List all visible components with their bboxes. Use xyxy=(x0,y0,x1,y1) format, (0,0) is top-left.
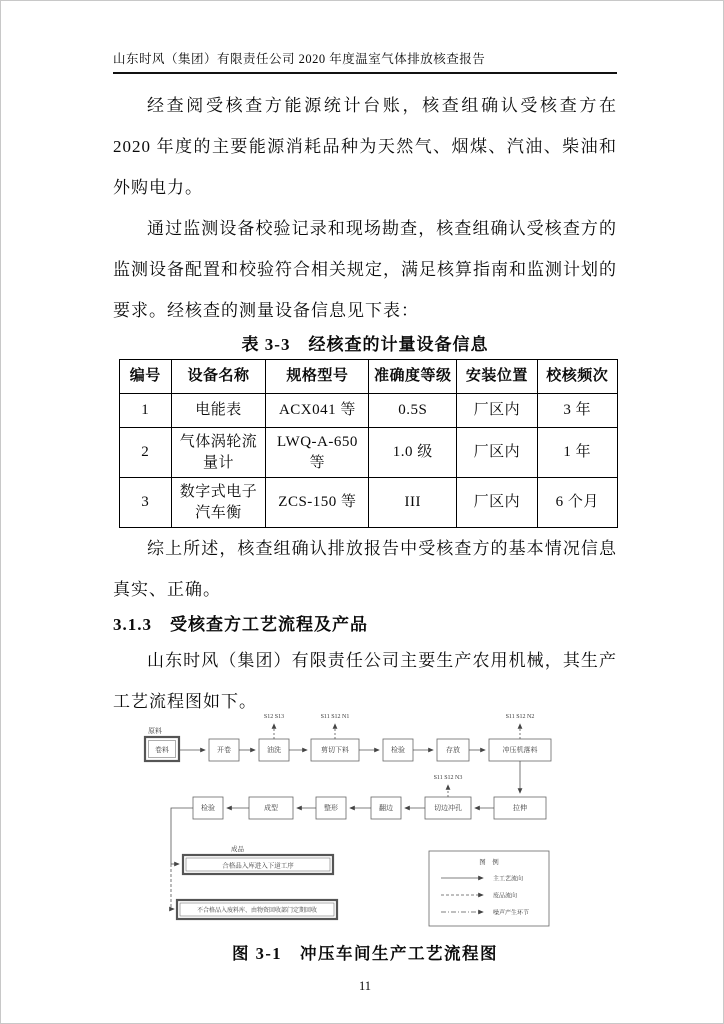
flow-box-inspection-2 xyxy=(193,797,223,819)
flow-box-trim-punch xyxy=(425,797,471,819)
table-cell: 厂区内 xyxy=(457,478,537,528)
page-content xyxy=(113,85,617,994)
figure-caption: 图 3-1 冲压车间生产工艺流程图 xyxy=(231,944,499,963)
flow-box-storage xyxy=(437,739,469,761)
table-cell: 1.0 级 xyxy=(369,428,457,478)
table-header-row xyxy=(120,360,618,394)
paragraph-monitoring-devices: 通过监测设备校验记录和现场勘查，核查组确认受核查方的监测设备配置和校验符合相关规定，满足核算指南和监测计划的要求。经核查的测量设备信息见下表： xyxy=(113,219,617,320)
emission-label: S11 S12 N3 xyxy=(433,775,463,781)
legend-item-label: 废品流向 xyxy=(493,893,518,900)
emission-label: S11 S12 N2 xyxy=(505,714,535,720)
flowchart-svg xyxy=(131,706,591,936)
flow-box-label: 油洗 xyxy=(267,746,281,754)
flow-box-label: 卷料 xyxy=(155,746,169,754)
legend-title: 图 例 xyxy=(479,859,499,866)
product-label: 成品 xyxy=(231,846,244,853)
header-title: 山东时风（集团）有限责任公司 2020 年度温室气体排放核查报告 xyxy=(113,52,486,66)
table-cell: 厂区内 xyxy=(457,428,537,478)
table-cell: 1 年 xyxy=(537,428,617,478)
paragraph-conclusion: 综上所述，核查组确认排放报告中受核查方的基本情况信息真实、正确。 xyxy=(113,539,617,599)
col-header-location: 安装位置 xyxy=(457,360,537,394)
table-cell: III xyxy=(369,478,457,528)
flow-box-flanging xyxy=(371,797,401,819)
flow-box-label: 检验 xyxy=(391,746,405,754)
flow-box-shear-blanking xyxy=(311,739,359,761)
emission-label: S12 S13 xyxy=(263,714,285,720)
page-header xyxy=(113,49,617,74)
flow-box-label: 成型 xyxy=(264,804,278,812)
rejected-products-box xyxy=(177,900,337,919)
legend-item-label: 主工艺流向 xyxy=(493,876,524,883)
flow-box-press-blanking xyxy=(489,739,551,761)
table-cell: ZCS-150 等 xyxy=(266,478,369,528)
table-row xyxy=(120,394,618,428)
flow-box-coil xyxy=(145,737,179,761)
table-caption: 表 3-3 经核查的计量设备信息 xyxy=(241,335,489,354)
flow-box-forming xyxy=(249,797,293,819)
rejected-products-label: 不合格品入废料库、由物资回收部门定期回收 xyxy=(196,908,318,914)
material-label: 原料 xyxy=(148,727,162,735)
col-header-model: 规格型号 xyxy=(266,360,369,394)
page-number: 11 xyxy=(358,979,372,993)
col-header-no: 编号 xyxy=(120,360,172,394)
flow-box-uncoiling xyxy=(209,739,239,761)
table-cell: 气体涡轮流量计 xyxy=(171,428,266,478)
paragraph-process-intro: 山东时风（集团）有限责任公司主要生产农用机械，其生产工艺流程图如下。 xyxy=(113,651,617,711)
section-heading-313: 3.1.3 受核查方工艺流程及产品 xyxy=(113,615,368,634)
flow-box-inspection-1 xyxy=(383,739,413,761)
flow-box-label: 存放 xyxy=(446,746,460,754)
flow-box-reshaping xyxy=(316,797,346,819)
flow-box-label: 冲压机落料 xyxy=(502,746,538,754)
table-cell: 1 xyxy=(120,394,172,428)
flow-box-label: 翻边 xyxy=(379,804,393,812)
meter-device-table xyxy=(119,359,618,528)
table-cell: 厂区内 xyxy=(457,394,537,428)
table-cell: 0.5S xyxy=(369,394,457,428)
flow-box-drawing xyxy=(494,797,546,819)
flow-box-label: 整形 xyxy=(324,804,338,812)
process-flowchart xyxy=(131,706,617,941)
flow-box-label: 开卷 xyxy=(217,746,231,754)
col-header-calibration-freq: 校核频次 xyxy=(537,360,617,394)
legend-item-label: 噪声产生环节 xyxy=(493,910,530,917)
flow-box-oil-washing xyxy=(259,739,289,761)
table-cell: 3 年 xyxy=(537,394,617,428)
table-cell: 电能表 xyxy=(171,394,266,428)
table-cell: 2 xyxy=(120,428,172,478)
table-cell: 6 个月 xyxy=(537,478,617,528)
table-cell: 数字式电子汽车衡 xyxy=(171,478,266,528)
table-cell: 3 xyxy=(120,478,172,528)
table-cell: LWQ-A-650 等 xyxy=(266,428,369,478)
qualified-products-label: 合格品入库进入下道工序 xyxy=(222,862,294,870)
table-cell: ACX041 等 xyxy=(266,394,369,428)
flow-box-label: 剪切下料 xyxy=(321,746,349,754)
col-header-accuracy: 准确度等级 xyxy=(369,360,457,394)
flowchart-legend xyxy=(429,851,549,926)
flow-box-label: 切边冲孔 xyxy=(434,804,462,812)
table-row xyxy=(120,478,618,528)
qualified-products-box xyxy=(183,855,333,874)
flow-box-label: 检验 xyxy=(201,804,215,812)
flow-box-label: 拉伸 xyxy=(513,804,527,812)
col-header-device-name: 设备名称 xyxy=(171,360,266,394)
paragraph-energy-types: 经查阅受核查方能源统计台账，核查组确认受核查方在 2020 年度的主要能源消耗品种为天然气、烟煤、汽油、柴油和外购电力。 xyxy=(113,96,617,197)
emission-label: S11 S12 N1 xyxy=(320,714,350,720)
table-row xyxy=(120,428,618,478)
